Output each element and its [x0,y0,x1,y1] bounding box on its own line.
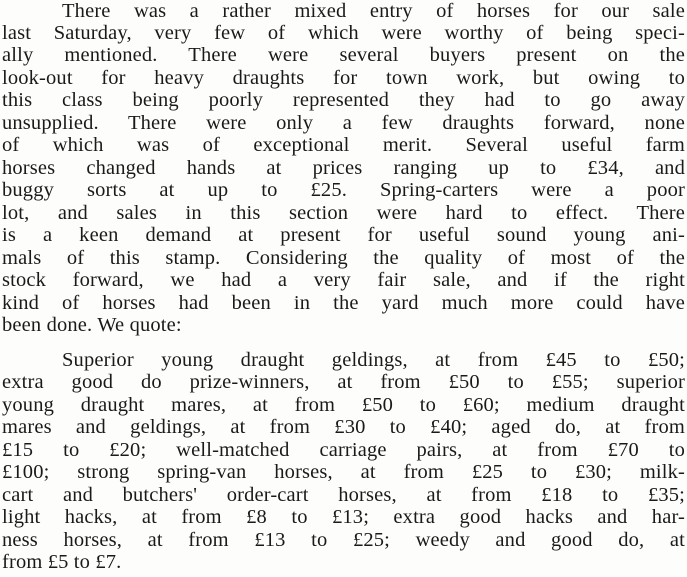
text-line: ally mentioned. There were several buyers present on the [2,44,685,66]
text-line: mals of this stamp. Considering the quality of most of the [2,247,685,269]
text-line: cart and butchers' order-cart horses, at from £18 to £35; [2,484,685,506]
text-line: buggy sorts at up to £25. Spring-carters were a poor [2,179,685,201]
text-line: Superior young draught geldings, at from £45 to £50; [62,349,685,371]
text-line: this class being poorly represented they had to go away [2,89,685,111]
text-line: last Saturday, very few of which were worthy of being speci- [2,22,685,44]
text-line: £100; strong spring-van horses, at from £25 to £30; milk- [2,461,685,483]
text-line: mares and geldings, at from £30 to £40; aged do, at from [2,416,685,438]
text-line: kind of horses had been in the yard much more could have [2,292,685,314]
text-line: unsupplied. There were only a few draughts forward, none [2,112,685,134]
text-line: extra good do prize-winners, at from £50 to £55; superior [2,371,685,393]
text-line: look-out for heavy draughts for town work, but owing to [2,67,685,89]
text-line: light hacks, at from £8 to £13; extra good hacks and har- [2,506,685,528]
text-line: from £5 to £7. [2,551,122,573]
text-line: been done. We quote: [2,314,182,336]
text-line: ness horses, at from £13 to £25; weedy and good do, at [2,529,685,551]
text-line: young draught mares, at from £50 to £60; medium draught [2,394,685,416]
text-line: of which was of exceptional merit. Several useful farm [2,134,685,156]
text-line: £15 to £20; well-matched carriage pairs, at from £70 to [2,439,685,461]
text-line: lot, and sales in this section were hard to effect. There [2,202,685,224]
text-line: horses changed hands at prices ranging up to £34, and [2,157,685,179]
text-line: There was a rather mixed entry of horses for our sale [62,0,685,22]
text-line: is a keen demand at present for useful sound young ani- [2,224,685,246]
text-line: stock forward, we had a very fair sale, and if the right [2,269,685,291]
